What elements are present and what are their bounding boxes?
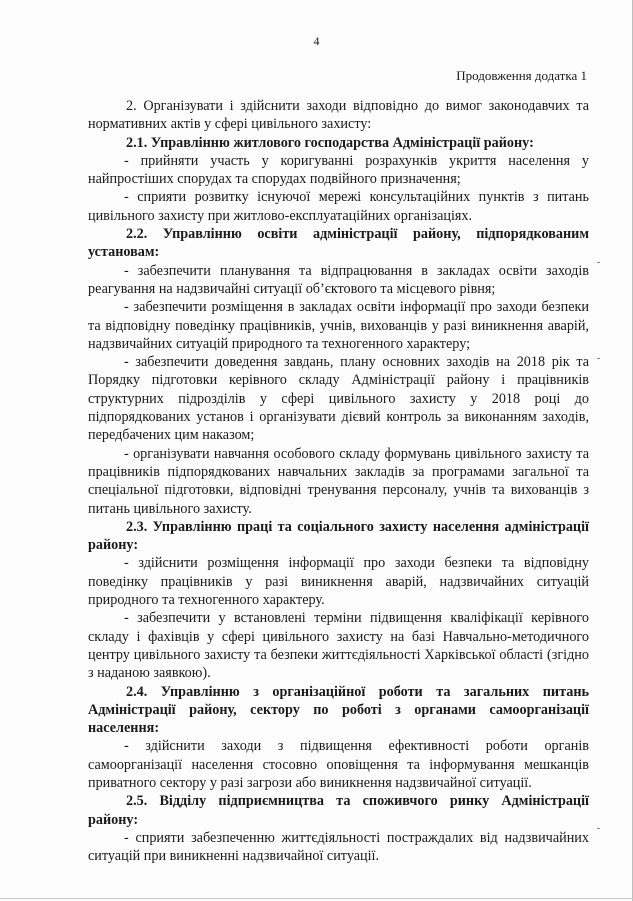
section-2-intro: 2. Організувати і здійснити заходи відповідно до вимог законодавчих та нормативних актів у сфері цивільного захисту: [88,98,589,133]
item-2-3-a: - здійснити розміщення інформації про заходи безпеки та відповідну поведінку працівників у разі виникнення аварій, надзвичайних ситуацій природного та техногенного характеру. [88,555,589,609]
scan-mark [597,262,600,263]
scan-mark [597,828,600,829]
document-body [88,97,589,865]
heading-2-4: 2.4. Управлінню з організаційної роботи та загальних питань Адміністрації району, сектору по роботі з органами самоорганізації населення: [88,683,589,737]
heading-2-2: 2.2. Управлінню освіти адміністрації району, підпорядкованим установам: [88,226,589,261]
scan-bottom-edge [0,898,633,899]
item-2-2-c: - забезпечити доведення завдань, плану основних заходів на 2018 рік та Порядку підготовки керівного складу Адміністрації району і працівників структурних підрозділів у сфері цивільного захисту у 2018 році до підпорядкованих установ і організувати дієвий контроль за виконанням заходів, передбачених цим наказом; [88,354,589,444]
heading-2-1: 2.1. Управлінню житлового господарства Адміністрації району: [126,134,534,151]
item-2-2-a: - забезпечити планування та відпрацювання в закладах освіти заходів реагування на надзвичайні ситуації об’єктового та місцевого рівня; [88,262,589,297]
item-2-3-b: - забезпечити у встановлені терміни підвищення кваліфікації керівного складу і фахівців у сфері цивільного захисту на базі Навчально-методичного центру цивільного захисту та безпеки життєдіяльності Харківської області (згідно з наданою заявкою). [88,610,589,682]
heading-2-5: 2.5. Відділу підприємництва та споживчого ринку Адміністрації району: [88,793,589,828]
page-number: 4 [313,34,320,48]
item-2-5-a: - сприяти забезпеченню життєдіяльності постраждалих від надзвичайних ситуацій при виникненні надзвичайної ситуації. [88,829,589,865]
appendix-continuation-note: Продовження додатка 1 [456,68,587,83]
item-2-1-a: - прийняти участь у коригуванні розрахунків укриття населення у найпростіших спорудах та спорудах подвійного призначення; [88,152,589,188]
heading-2-3: 2.3. Управлінню праці та соціального захисту населення адміністрації району: [88,518,589,554]
item-2-1-b: - сприяти розвитку існуючої мережі консультаційних пунктів з питань цивільного захисту при житлово-експлуатаційних організаціях. [88,189,589,224]
item-2-2-d: - організувати навчання особового складу формувань цивільного захисту та працівників підпорядкованих навчальних закладів за програмами загальної та спеціальної підготовки, відповідні тренування персоналу, учнів та вихованців з питань цивільного захисту. [88,445,589,517]
scan-mark [597,358,600,359]
item-2-2-b: - забезпечити розміщення в закладах освіти інформації про заходи безпеки та відповідну поведінку працівників, учнів, вихованців у разі виникнення аварій, надзвичайних ситуацій природного та техногенного характеру; [88,299,589,352]
item-2-4-a: - здійснити заходи з підвищення ефективності роботи органів самоорганізації населення стосовно оповіщення та інформування мешканців приватного сектору у разі загрози або виникнення надзвичайної ситуації. [88,738,589,791]
